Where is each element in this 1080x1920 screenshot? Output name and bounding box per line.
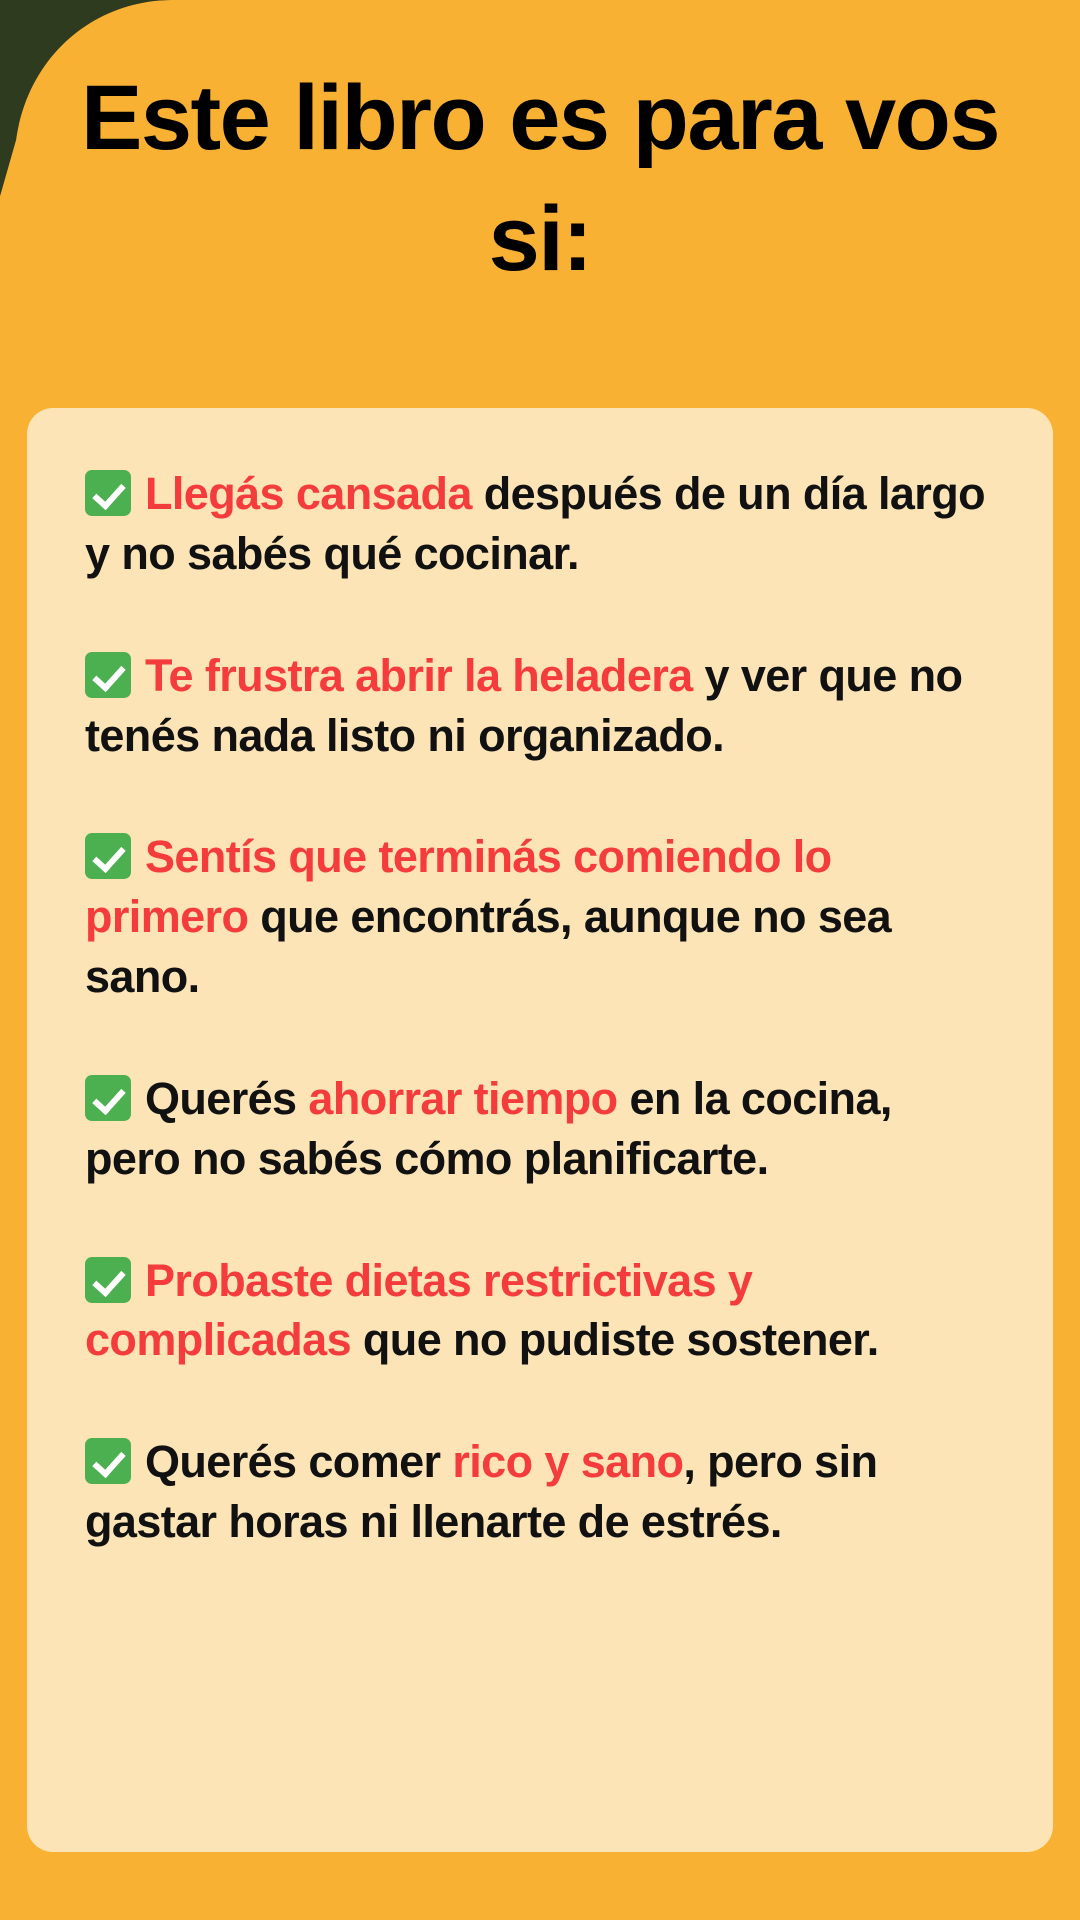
- check-mark-icon: [85, 652, 131, 698]
- check-mark-icon: [85, 470, 131, 516]
- check-mark-icon: [85, 1075, 131, 1121]
- highlighted-text: Te frustra abrir la heladera: [145, 649, 705, 701]
- body-text: después de un día largo y no sabés qué cocinar.: [85, 468, 985, 579]
- check-mark-icon: [85, 833, 131, 879]
- highlighted-text: Sentís que terminás comiendo lo primero: [85, 831, 832, 943]
- body-text: Querés: [145, 1072, 309, 1124]
- highlighted-text: ahorrar tiempo: [308, 1072, 630, 1124]
- list-item: [85, 1432, 995, 1552]
- body-text: en la cocina, pero no sabés cómo planificarte.: [85, 1072, 892, 1184]
- body-text: que no pudiste sostener.: [362, 1314, 879, 1366]
- body-text: y ver que no tenés nada listo ni organizado.: [85, 649, 963, 761]
- body-text: que encontrás, aunque no sea sano.: [85, 891, 892, 1003]
- highlighted-text: rico y sano: [452, 1436, 684, 1488]
- bullet-card: [27, 408, 1053, 1852]
- bullet-list: [85, 464, 995, 1552]
- list-item: [85, 827, 995, 1007]
- check-mark-icon: [85, 1438, 131, 1484]
- body-text: Querés comer: [145, 1436, 453, 1488]
- list-item: [85, 1251, 995, 1371]
- highlighted-text: Probaste dietas restrictivas y complicadas: [85, 1254, 753, 1366]
- page-title: Este libro es para vos si:: [80, 67, 1000, 291]
- highlighted-text: Llegás cansada: [145, 468, 484, 519]
- list-item: [85, 646, 995, 766]
- list-item: [85, 464, 995, 584]
- body-text: , pero sin gastar horas ni llenarte de estrés.: [85, 1436, 878, 1548]
- list-item: [85, 1069, 995, 1189]
- check-mark-icon: [85, 1257, 131, 1303]
